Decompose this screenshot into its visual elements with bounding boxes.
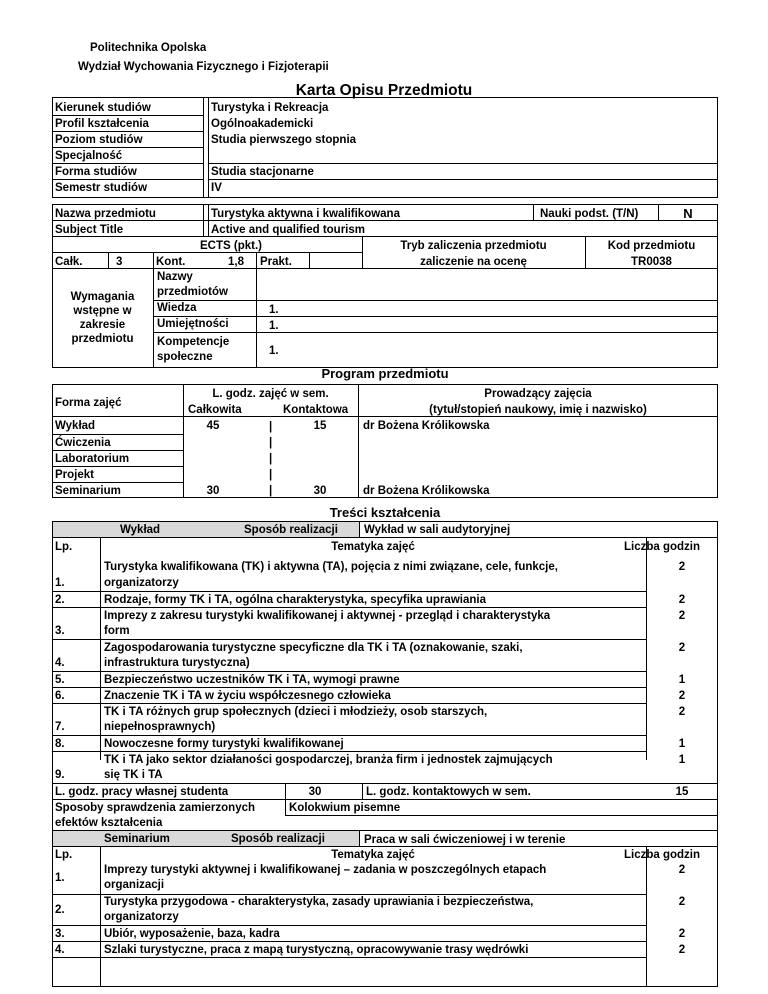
wyklad-contact: 15 <box>313 420 327 432</box>
methods-value: Kolokwium pisemne <box>289 802 401 814</box>
lecture-topic-7-line-2: niepełnosprawnych) <box>104 721 216 733</box>
kod-przedmiotu-value: TR0038 <box>631 256 672 268</box>
hours-contact-label: Kontaktowa <box>283 404 349 416</box>
lecture-topic-8-hours: 1 <box>678 738 686 750</box>
wiedza-label: Wiedza <box>157 302 197 314</box>
semestr-value: IV <box>211 182 222 194</box>
wyklad-separator: | <box>269 421 273 433</box>
seminarium-contact: 30 <box>313 485 327 497</box>
lecture-lp-label: Lp. <box>55 541 73 553</box>
lecture-topic-9-line-2: się TK i TA <box>104 769 163 781</box>
prowadzacy-label-1: Prowadzący zajęcia <box>484 388 592 400</box>
profil-label: Profil kształcenia <box>55 118 149 130</box>
forma-zajec-label: Forma zajęć <box>55 397 122 409</box>
seminar-sposob-value: Praca w sali ćwiczeniowej i w terenie <box>364 834 566 846</box>
program-row-seminarium: Seminarium <box>55 485 121 497</box>
seminar-sposob-label: Sposób realizacji <box>231 833 325 845</box>
lecture-topic-4-line-1: Zagospodarowania turystyczne specyficzne dla TK i TA (oznakowanie, szaki, <box>104 642 523 654</box>
calk-value: 3 <box>116 256 123 268</box>
methods-label-1: Sposoby sprawdzenia zamierzonych <box>55 802 256 814</box>
lecture-topic-2-line-1: Rodzaje, formy TK i TA, ogólna charakterystyka, specyfika uprawiania <box>104 594 486 606</box>
lecture-topic-1-line-2: organizatorzy <box>104 577 179 589</box>
lecture-topic-9-line-1: TK i TA jako sektor działaności gospodarczej, branża firm i jednostek zajmujących <box>104 754 553 766</box>
specjalnosc-label: Specjalność <box>55 150 123 162</box>
lecture-topic-6-lp: 6. <box>55 690 65 702</box>
seminar-topic-3-hours: 2 <box>678 928 686 940</box>
wymagania-label-2: wstępne w <box>73 305 132 317</box>
lecture-topic-3-line-1: Imprezy z zakresu turystyki kwalifikowanej i aktywnej - przegląd i charakterystyka <box>104 610 551 622</box>
lecture-topic-7-lp: 7. <box>55 721 65 733</box>
kod-przedmiotu-label: Kod przedmiotu <box>607 240 696 252</box>
seminar-topic-2-lp: 2. <box>55 904 65 916</box>
lecture-liczba-label: Liczba godzin <box>624 541 701 553</box>
kierunek-value: Turystyka i Rekreacja <box>211 102 329 114</box>
lecture-topic-1-line-1: Turystyka kwalifikowana (TK) i aktywna (TA), pojęcia z nimi związane, cele, funkcje, <box>104 561 558 573</box>
nazwa-przedmiotu-label: Nazwa przedmiotu <box>55 208 156 220</box>
poziom-label: Poziom studiów <box>55 134 143 146</box>
seminar-topic-2-line-1: Turystyka przygodowa - charakterystyka, zasady uprawiania i bezpieczeństwa, <box>104 896 534 908</box>
lecture-sposob-label: Sposób realizacji <box>244 524 338 536</box>
lecture-topic-4-lp: 4. <box>55 657 65 669</box>
page-title: Karta Opisu Przedmiotu <box>295 82 473 99</box>
lecture-topic-1-lp: 1. <box>55 577 65 589</box>
program-row-projekt: Projekt <box>55 469 94 481</box>
seminar-tematyka-label: Tematyka zajęć <box>331 849 415 861</box>
lecture-topic-8-lp: 8. <box>55 738 65 750</box>
seminar-lp-label: Lp. <box>55 849 73 861</box>
kierunek-label: Kierunek studiów <box>55 102 151 114</box>
seminarium-total: 30 <box>206 485 220 497</box>
lecture-topic-3-line-2: form <box>104 625 130 637</box>
poziom-value: Studia pierwszego stopnia <box>211 134 357 146</box>
umiejetnosci-label: Umiejętności <box>157 318 229 330</box>
profil-value: Ogólnoakademicki <box>211 118 314 130</box>
seminar-topic-1-line-2: organizacji <box>104 879 165 891</box>
seminar-topic-1-lp: 1. <box>55 872 65 884</box>
seminar-topic-2-hours: 2 <box>678 896 686 908</box>
calk-label: Całk. <box>55 256 83 268</box>
own-work-value: 30 <box>308 786 322 798</box>
kont-value: 1,8 <box>228 256 244 268</box>
lecture-topic-5-line-1: Bezpieczeństwo uczestników TK i TA, wymogi prawne <box>104 674 400 686</box>
wyklad-total: 45 <box>206 420 220 432</box>
seminar-liczba-label: Liczba godzin <box>624 849 701 861</box>
seminar-topic-1-line-1: Imprezy turystyki aktywnej i kwalifikowanej – zadania w poszczególnych etapach <box>104 864 547 876</box>
seminar-topic-4-hours: 2 <box>678 944 686 956</box>
nazwy-przedmiotow-label-1: Nazwy <box>157 271 193 283</box>
nazwy-przedmiotow-label-2: przedmiotów <box>157 286 228 298</box>
lecture-topic-5-lp: 5. <box>55 674 65 686</box>
methods-label-2: efektów kształcenia <box>55 817 163 829</box>
prakt-label: Prakt. <box>260 256 292 268</box>
wymagania-label-1: Wymagania <box>70 291 135 303</box>
laboratorium-separator: | <box>269 453 273 465</box>
seminar-topic-2-line-2: organizatorzy <box>104 911 179 923</box>
lecture-topic-6-line-1: Znaczenie TK i TA w życiu współczesnego człowieka <box>104 690 391 702</box>
kompetencje-label-2: społeczne <box>157 351 213 363</box>
nazwa-przedmiotu-value: Turystyka aktywna i kwalifikowana <box>211 208 400 220</box>
lecture-topic-3-lp: 3. <box>55 625 65 637</box>
lecture-topic-1-hours: 2 <box>678 561 686 573</box>
kompetencje-value: 1. <box>269 345 279 357</box>
lecture-tematyka-label: Tematyka zajęć <box>331 541 415 553</box>
program-row-wyklad: Wykład <box>55 420 96 432</box>
lecture-topic-9-hours: 1 <box>678 754 686 766</box>
tryb-zaliczenia-label: Tryb zaliczenia przedmiotu <box>400 240 547 252</box>
lecture-topic-8-line-1: Nowoczesne formy turystyki kwalifikowanej <box>104 738 344 750</box>
prowadzacy-label-2: (tytuł/stopień naukowy, imię i nazwisko) <box>429 404 647 416</box>
seminarium-teacher: dr Bożena Królikowska <box>363 485 490 497</box>
seminar-topic-1-hours: 2 <box>678 864 686 876</box>
faculty-name: Wydział Wychowania Fizycznego i Fizjoterapii <box>78 61 329 73</box>
tryb-zaliczenia-value: zaliczenie na ocenę <box>420 256 527 268</box>
seminar-topic-3-line-1: Ubiór, wyposażenie, baza, kadra <box>104 928 280 940</box>
program-row-laboratorium: Laboratorium <box>55 453 130 465</box>
subject-title-label: Subject Title <box>55 224 124 236</box>
hours-total-label: Całkowita <box>188 404 242 416</box>
tresci-section-title: Treści kształcenia <box>329 505 441 520</box>
projekt-separator: | <box>269 469 273 481</box>
lecture-topic-2-hours: 2 <box>678 594 686 606</box>
semestr-label: Semestr studiów <box>55 182 148 194</box>
kont-label: Kont. <box>156 256 186 268</box>
nauki-podst-label: Nauki podst. (T/N) <box>540 208 639 220</box>
university-name: Politechnika Opolska <box>90 42 207 54</box>
seminar-topic-4-line-1: Szlaki turystyczne, praca z mapą turystyczną, opracowywanie trasy wędrówki <box>104 944 529 956</box>
seminar-form-label: Seminarium <box>104 833 170 845</box>
lecture-topic-4-line-2: infrastruktura turystyczna) <box>104 657 250 669</box>
lecture-topic-7-line-1: TK i TA różnych grup społecznych (dzieci i młodzieży, osob starszych, <box>104 706 488 718</box>
wymagania-label-4: przedmiotu <box>71 333 134 345</box>
lecture-topic-6-hours: 2 <box>678 690 686 702</box>
seminarium-separator: | <box>269 485 273 497</box>
cwiczenia-separator: | <box>269 437 273 449</box>
wymagania-label-3: zakresie <box>79 319 126 331</box>
program-row-cwiczenia: Ćwiczenia <box>55 437 111 449</box>
hours-label: L. godz. zajęć w sem. <box>212 388 329 400</box>
contact-hours-label: L. godz. kontaktowych w sem. <box>366 786 531 798</box>
lecture-topic-7-hours: 2 <box>678 706 686 718</box>
program-table <box>52 384 718 498</box>
lecture-topic-2-lp: 2. <box>55 594 65 606</box>
contact-hours-value: 15 <box>675 786 689 798</box>
umiejetnosci-value: 1. <box>269 320 279 332</box>
lecture-topic-9-lp: 9. <box>55 769 65 781</box>
forma-studiow-value: Studia stacjonarne <box>211 166 314 178</box>
seminar-topic-4-lp: 4. <box>55 944 65 956</box>
wiedza-value: 1. <box>269 304 279 316</box>
ects-label: ECTS (pkt.) <box>200 240 262 252</box>
forma-studiow-label: Forma studiów <box>55 166 137 178</box>
kompetencje-label-1: Kompetencje <box>157 336 230 348</box>
lecture-topic-4-hours: 2 <box>678 642 686 654</box>
lecture-topic-3-hours: 2 <box>678 610 686 622</box>
seminar-topic-3-lp: 3. <box>55 928 65 940</box>
wyklad-teacher: dr Bożena Królikowska <box>363 420 490 432</box>
subject-title-value: Active and qualified tourism <box>211 224 365 236</box>
own-work-label: L. godz. pracy własnej studenta <box>55 786 229 798</box>
lecture-topic-5-hours: 1 <box>678 674 686 686</box>
nauki-podst-value: N <box>683 206 693 221</box>
lecture-sposob-value: Wykład w sali audytoryjnej <box>364 524 511 536</box>
program-section-title: Program przedmiotu <box>321 366 449 381</box>
lecture-form-label: Wykład <box>120 524 161 536</box>
